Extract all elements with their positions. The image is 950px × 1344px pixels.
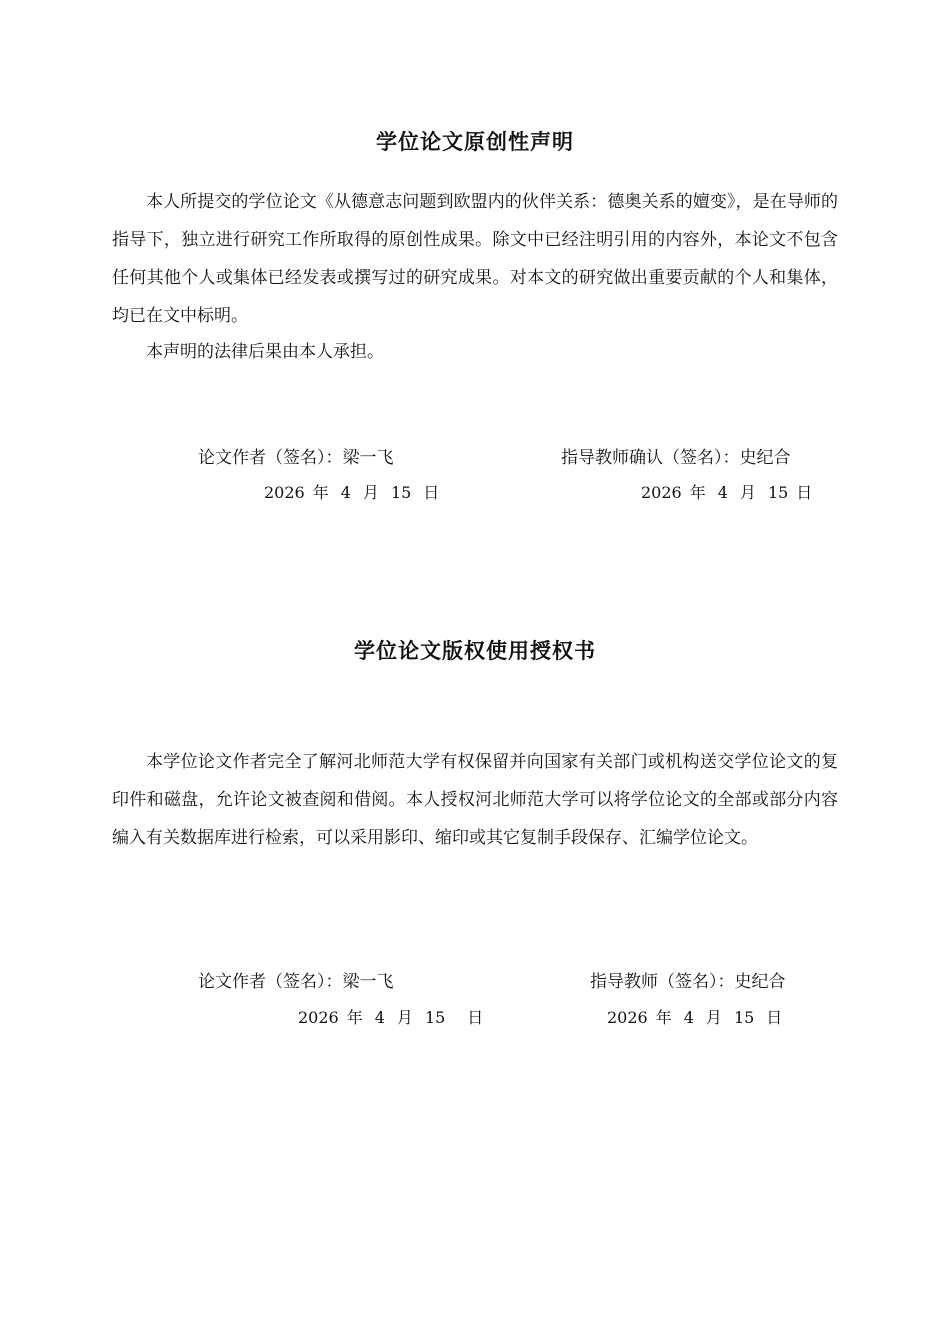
declaration-author-signature: 论文作者（签名）：梁一飞 <box>198 448 394 468</box>
date-day-unit: 日 <box>467 1008 484 1027</box>
declaration-advisor-date <box>641 481 812 505</box>
date-month: 4 <box>374 1008 385 1027</box>
date-day: 15 <box>733 1008 755 1027</box>
date-year-unit: 年 <box>689 483 706 502</box>
date-month: 4 <box>683 1008 694 1027</box>
declaration-legal-paragraph: 本声明的法律后果由本人承担。 <box>146 342 384 362</box>
date-year: 2026 <box>298 1008 339 1027</box>
authorization-paragraph: 本学位论文作者完全了解河北师范大学有权保留并向国家有关部门或机构送交学位论文的复印件和磁盘，允许论文被查阅和借阅。本人授权河北师范大学可以将学位论文的全部或部分内容编入有关数据库进行检索，可以采用影印、缩印或其它复制手段保存、汇编学位论文。 <box>112 752 838 848</box>
date-day-unit: 日 <box>766 1008 783 1027</box>
date-month-unit: 月 <box>739 483 756 502</box>
declaration-author-date <box>264 481 439 505</box>
date-year-unit: 年 <box>655 1008 672 1027</box>
authorization-advisor-date <box>607 1006 782 1030</box>
date-day-unit: 日 <box>423 483 440 502</box>
authorization-author-signature: 论文作者（签名）：梁一飞 <box>198 972 394 992</box>
authorization-author-date <box>298 1006 483 1030</box>
date-year: 2026 <box>641 483 682 502</box>
date-day: 15 <box>767 483 789 502</box>
date-year-unit: 年 <box>312 483 329 502</box>
date-month-unit: 月 <box>362 483 379 502</box>
date-day-unit: 日 <box>796 483 813 502</box>
date-year: 2026 <box>607 1008 648 1027</box>
declaration-paragraph: 本人所提交的学位论文《从德意志问题到欧盟内的伙伴关系：德奥关系的嬗变》，是在导师的指导下，独立进行研究工作所取得的原创性成果。除文中已经注明引用的内容外，本论文不包含任何其他个人或集体已经发表或撰写过的研究成果。对本文的研究做出重要贡献的个人和集体，均已在文中标明。 <box>112 192 838 326</box>
date-year: 2026 <box>264 483 305 502</box>
date-year-unit: 年 <box>346 1008 363 1027</box>
declaration-title: 学位论文原创性声明 <box>376 130 574 154</box>
date-month-unit: 月 <box>396 1008 413 1027</box>
date-day: 15 <box>390 483 412 502</box>
date-month-unit: 月 <box>705 1008 722 1027</box>
authorization-title: 学位论文版权使用授权书 <box>354 639 596 663</box>
date-month: 4 <box>717 483 728 502</box>
date-month: 4 <box>340 483 351 502</box>
date-day: 15 <box>424 1008 446 1027</box>
authorization-advisor-signature: 指导教师（签名）：史纪合 <box>590 972 786 992</box>
declaration-advisor-signature: 指导教师确认（签名）：史纪合 <box>561 448 791 468</box>
